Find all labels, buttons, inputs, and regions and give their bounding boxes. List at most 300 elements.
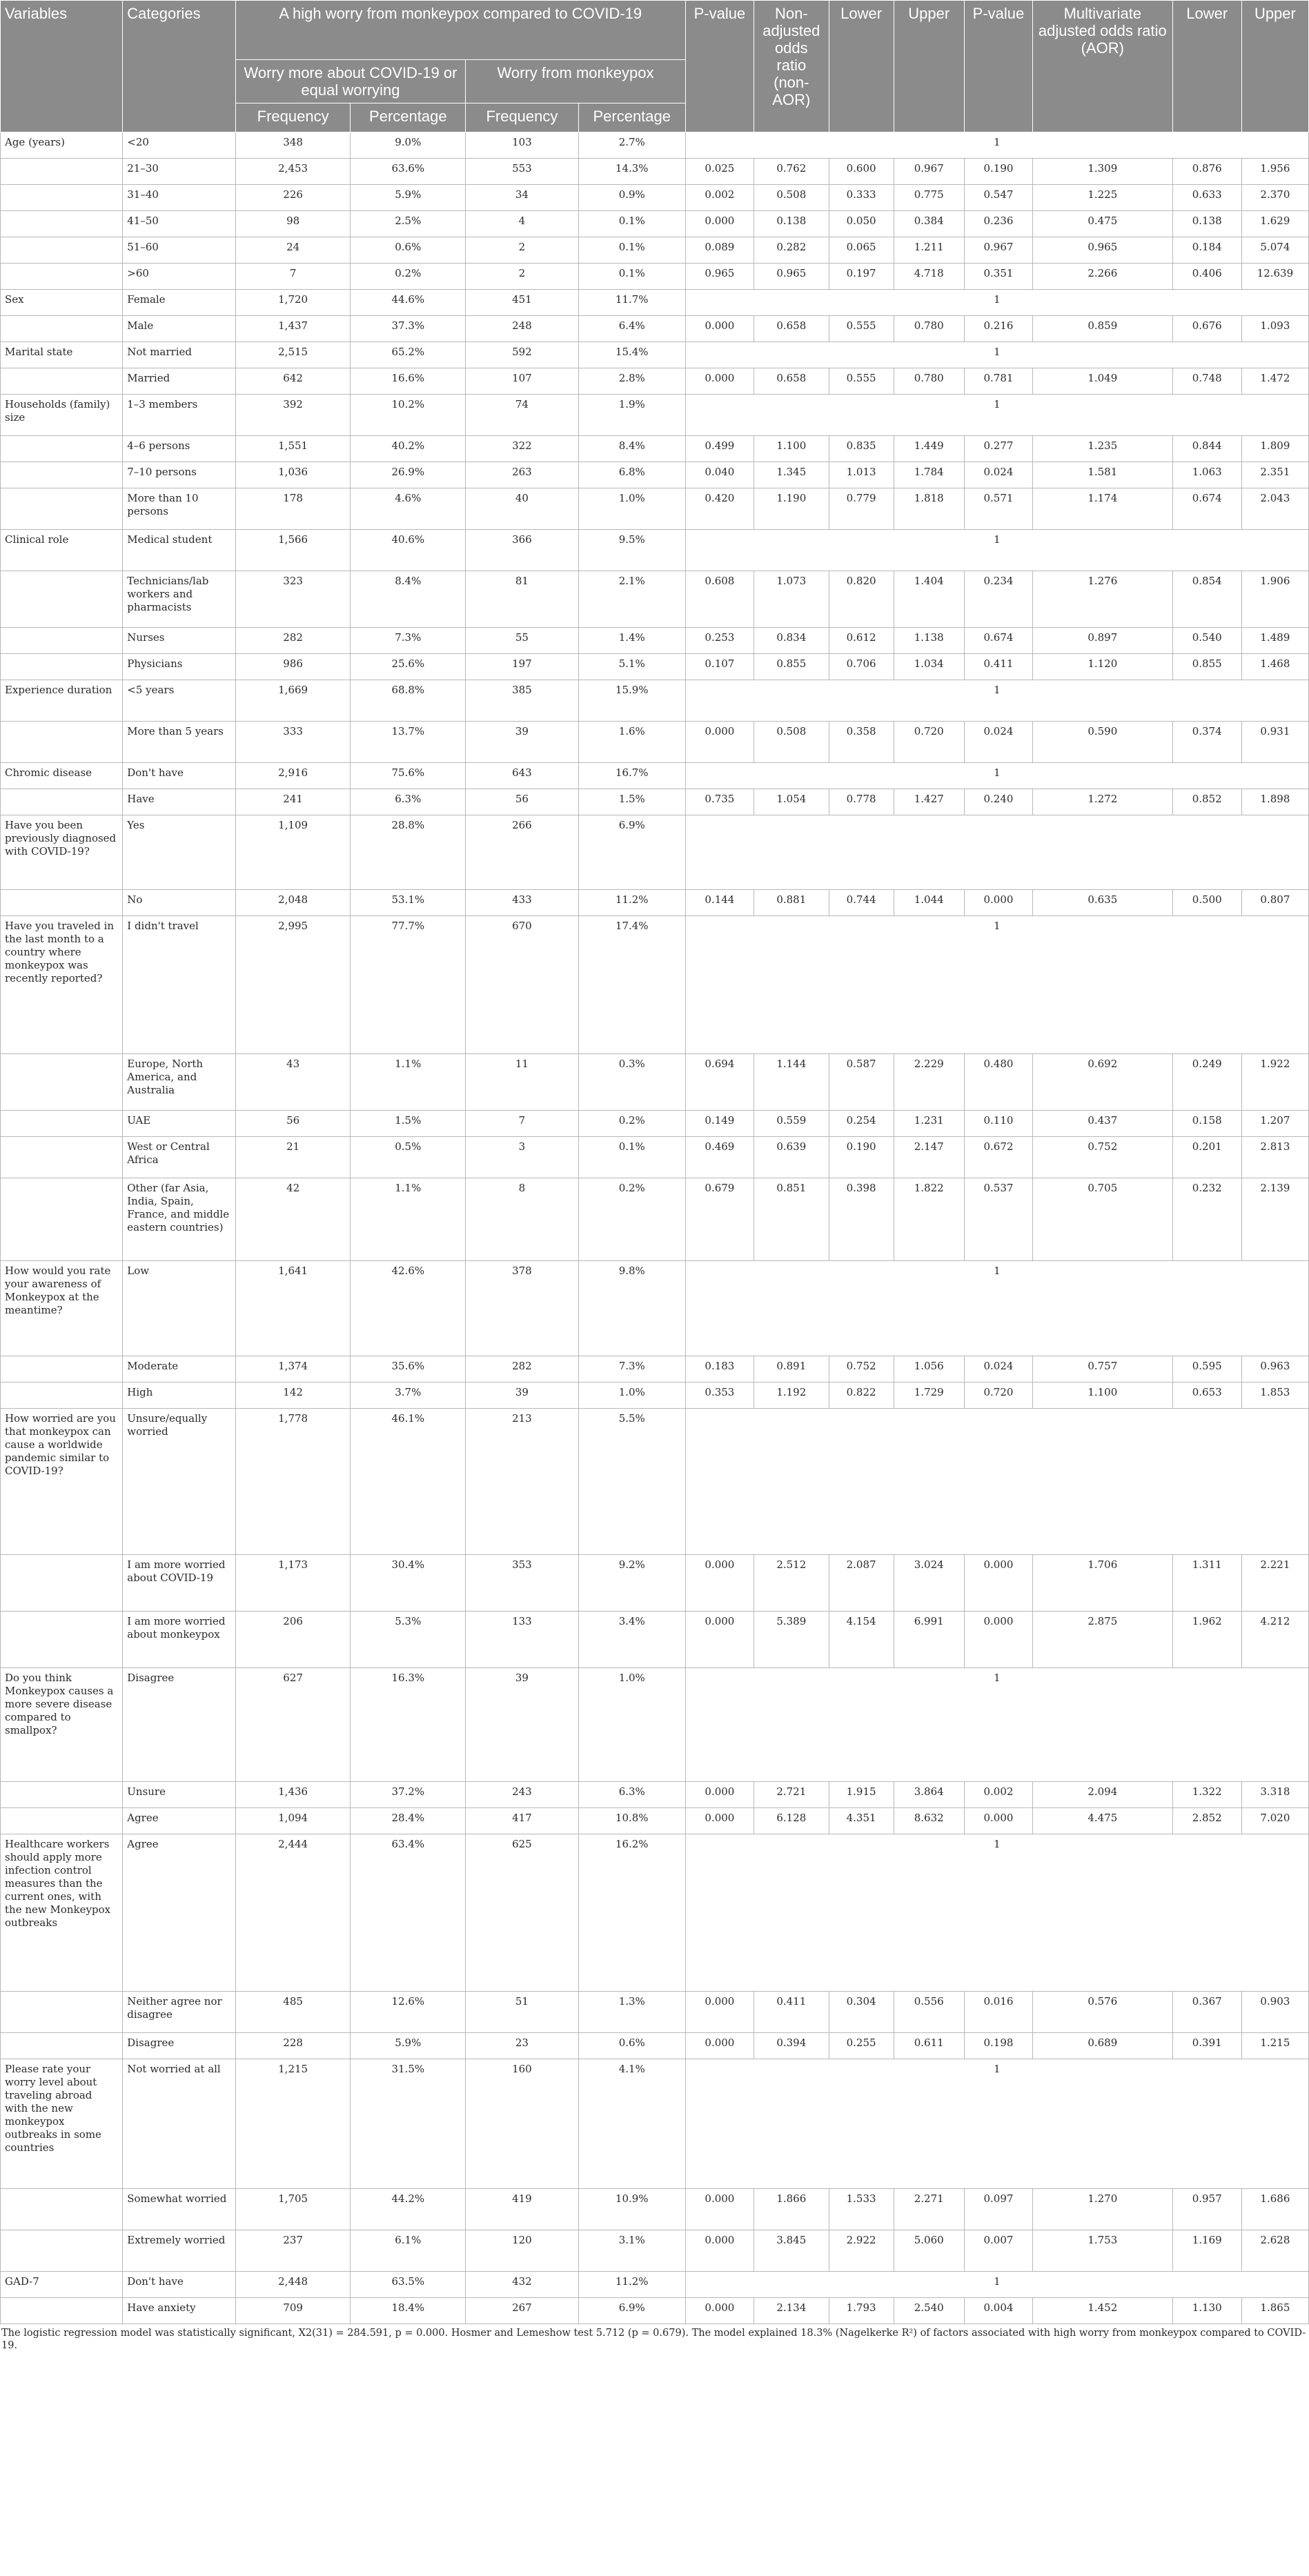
table-row [1,2059,1309,2189]
table-row [1,316,1309,342]
percentage-monkeypox-cell: 1.9% [578,395,685,436]
percentage-monkeypox-cell: 15.4% [578,342,685,368]
percentage-monkeypox-cell: 16.7% [578,763,685,789]
p-value-cell: 0.000 [685,211,754,237]
table-row [1,1137,1309,1178]
p-value-cell: 0.000 [685,1555,754,1612]
percentage-monkeypox-cell: 6.3% [578,1782,685,1808]
variable-cell [1,1555,123,1612]
percentage-monkeypox-cell: 5.1% [578,654,685,680]
header-percentage-covid: Percentage [351,103,466,132]
frequency-monkeypox-cell: 419 [466,2189,579,2230]
non-aor-cell: 0.411 [754,1992,829,2033]
percentage-covid-cell: 53.1% [351,890,466,916]
table-row [1,264,1309,290]
aor-cell: 0.437 [1033,1111,1173,1137]
frequency-monkeypox-cell: 160 [466,2059,579,2189]
frequency-covid-cell: 42 [235,1178,351,1261]
aor-cell: 1.174 [1033,488,1173,530]
p-value-cell: 0.965 [685,264,754,290]
lower-cell: 0.197 [829,264,894,290]
percentage-covid-cell: 63.5% [351,2272,466,2298]
table-row [1,2272,1309,2298]
table-row [1,628,1309,654]
table-row [1,1555,1309,1612]
aor-cell: 2.266 [1033,264,1173,290]
non-aor-cell: 0.965 [754,264,829,290]
aor-cell: 2.875 [1033,1612,1173,1668]
aor-cell: 0.897 [1033,628,1173,654]
variable-cell: Clinical role [1,530,123,571]
table-row [1,815,1309,890]
table-row [1,1782,1309,1808]
reference-cell [685,815,1308,890]
lower-cell: 0.706 [829,654,894,680]
percentage-monkeypox-cell: 6.4% [578,316,685,342]
upper-adjusted-cell: 1.207 [1241,1111,1308,1137]
lower-adjusted-cell: 0.633 [1172,185,1241,211]
aor-cell: 1.581 [1033,462,1173,488]
aor-cell: 1.276 [1033,571,1173,628]
percentage-monkeypox-cell: 16.2% [578,1834,685,1992]
percentage-covid-cell: 37.3% [351,316,466,342]
non-aor-cell: 1.054 [754,789,829,815]
upper-adjusted-cell: 7.020 [1241,1808,1308,1834]
p-value-cell: 0.420 [685,488,754,530]
non-aor-cell: 2.512 [754,1555,829,1612]
upper-cell: 3.024 [894,1555,964,1612]
p-value-cell: 0.000 [685,368,754,395]
upper-adjusted-cell: 2.221 [1241,1555,1308,1612]
header-categories: Categories [123,1,236,132]
frequency-covid-cell: 348 [235,132,351,159]
frequency-monkeypox-cell: 7 [466,1111,579,1137]
table-row [1,1054,1309,1111]
percentage-monkeypox-cell: 14.3% [578,159,685,185]
percentage-monkeypox-cell: 0.1% [578,1137,685,1178]
percentage-monkeypox-cell: 0.9% [578,185,685,211]
non-aor-cell: 0.282 [754,237,829,264]
aor-cell: 1.049 [1033,368,1173,395]
non-aor-cell: 0.658 [754,316,829,342]
upper-adjusted-cell: 1.922 [1241,1054,1308,1111]
category-cell: <20 [123,132,236,159]
frequency-covid-cell: 1,778 [235,1409,351,1555]
p-value-cell: 0.149 [685,1111,754,1137]
table-row [1,1178,1309,1261]
variable-cell [1,185,123,211]
table-row [1,916,1309,1054]
lower-adjusted-cell: 0.748 [1172,368,1241,395]
variable-cell [1,368,123,395]
upper-adjusted-cell: 2.813 [1241,1137,1308,1178]
upper-cell: 1.729 [894,1383,964,1409]
reference-cell: 1 [685,290,1308,316]
upper-adjusted-cell: 3.318 [1241,1782,1308,1808]
category-cell: Not married [123,342,236,368]
category-cell: Have [123,789,236,815]
lower-cell: 1.793 [829,2298,894,2324]
p-value-cell: 0.608 [685,571,754,628]
table-row [1,1111,1309,1137]
p-value-adjusted-cell: 0.277 [964,436,1032,462]
category-cell: 41–50 [123,211,236,237]
category-cell: Physicians [123,654,236,680]
frequency-covid-cell: 226 [235,185,351,211]
p-value-adjusted-cell: 0.234 [964,571,1032,628]
frequency-monkeypox-cell: 8 [466,1178,579,1261]
aor-cell: 0.965 [1033,237,1173,264]
lower-adjusted-cell: 0.500 [1172,890,1241,916]
variable-cell [1,722,123,763]
variable-cell [1,1111,123,1137]
lower-adjusted-cell: 0.374 [1172,722,1241,763]
p-value-adjusted-cell: 0.007 [964,2230,1032,2272]
frequency-covid-cell: 1,173 [235,1555,351,1612]
percentage-monkeypox-cell: 3.4% [578,1612,685,1668]
lower-cell: 0.835 [829,436,894,462]
upper-cell: 3.864 [894,1782,964,1808]
frequency-covid-cell: 98 [235,211,351,237]
lower-cell: 2.922 [829,2230,894,2272]
upper-cell: 5.060 [894,2230,964,2272]
p-value-cell: 0.253 [685,628,754,654]
percentage-covid-cell: 16.6% [351,368,466,395]
upper-cell: 1.427 [894,789,964,815]
percentage-covid-cell: 1.5% [351,1111,466,1137]
aor-cell: 1.272 [1033,789,1173,815]
frequency-covid-cell: 241 [235,789,351,815]
percentage-monkeypox-cell: 9.5% [578,530,685,571]
non-aor-cell: 0.508 [754,185,829,211]
p-value-cell: 0.000 [685,2033,754,2059]
table-row [1,211,1309,237]
frequency-monkeypox-cell: 432 [466,2272,579,2298]
p-value-cell: 0.353 [685,1383,754,1409]
frequency-monkeypox-cell: 4 [466,211,579,237]
frequency-monkeypox-cell: 553 [466,159,579,185]
upper-adjusted-cell: 2.628 [1241,2230,1308,2272]
upper-adjusted-cell: 1.686 [1241,2189,1308,2230]
upper-cell: 0.967 [894,159,964,185]
lower-adjusted-cell: 0.854 [1172,571,1241,628]
category-cell: I am more worried about COVID-19 [123,1555,236,1612]
upper-cell: 2.229 [894,1054,964,1111]
frequency-monkeypox-cell: 248 [466,316,579,342]
non-aor-cell: 1.345 [754,462,829,488]
p-value-adjusted-cell: 0.024 [964,722,1032,763]
category-cell: Disagree [123,2033,236,2059]
frequency-monkeypox-cell: 670 [466,916,579,1054]
lower-cell: 0.555 [829,316,894,342]
lower-adjusted-cell: 0.201 [1172,1137,1241,1178]
upper-cell: 8.632 [894,1808,964,1834]
table-row [1,2033,1309,2059]
p-value-cell: 0.000 [685,2230,754,2272]
percentage-covid-cell: 44.2% [351,2189,466,2230]
table-body [1,132,1309,2324]
non-aor-cell: 6.128 [754,1808,829,1834]
frequency-monkeypox-cell: 197 [466,654,579,680]
percentage-monkeypox-cell: 0.1% [578,211,685,237]
p-value-cell: 0.469 [685,1137,754,1178]
lower-adjusted-cell: 0.249 [1172,1054,1241,1111]
header-p-value-adjusted: P-value [964,1,1032,132]
header-upper-adjusted: Upper [1241,1,1308,132]
aor-cell: 0.859 [1033,316,1173,342]
table-row [1,2230,1309,2272]
non-aor-cell: 3.845 [754,2230,829,2272]
lower-cell: 0.333 [829,185,894,211]
p-value-cell: 0.000 [685,1612,754,1668]
percentage-covid-cell: 26.9% [351,462,466,488]
percentage-covid-cell: 65.2% [351,342,466,368]
table-row [1,488,1309,530]
percentage-monkeypox-cell: 4.1% [578,2059,685,2189]
p-value-cell: 0.025 [685,159,754,185]
variable-cell [1,571,123,628]
percentage-monkeypox-cell: 2.1% [578,571,685,628]
percentage-covid-cell: 31.5% [351,2059,466,2189]
p-value-adjusted-cell: 0.672 [964,1137,1032,1178]
category-cell: West or Central Africa [123,1137,236,1178]
header-p-value: P-value [685,1,754,132]
percentage-covid-cell: 77.7% [351,916,466,1054]
lower-cell: 0.778 [829,789,894,815]
upper-adjusted-cell: 1.215 [1241,2033,1308,2059]
table-row [1,571,1309,628]
p-value-cell: 0.000 [685,1782,754,1808]
reference-cell: 1 [685,680,1308,722]
percentage-monkeypox-cell: 0.1% [578,264,685,290]
variable-cell: Have you been previously diagnosed with COVID-19? [1,815,123,890]
frequency-monkeypox-cell: 213 [466,1409,579,1555]
non-aor-cell: 1.100 [754,436,829,462]
lower-adjusted-cell: 0.391 [1172,2033,1241,2059]
frequency-covid-cell: 323 [235,571,351,628]
lower-cell: 0.190 [829,1137,894,1178]
variable-cell: Please rate your worry level about traveling abroad with the new monkeypox outbreaks in some countries [1,2059,123,2189]
variable-cell [1,237,123,264]
non-aor-cell: 0.762 [754,159,829,185]
table-row [1,342,1309,368]
percentage-monkeypox-cell: 10.9% [578,2189,685,2230]
p-value-cell: 0.000 [685,1808,754,1834]
frequency-monkeypox-cell: 34 [466,185,579,211]
lower-adjusted-cell: 1.130 [1172,2298,1241,2324]
variable-cell [1,2189,123,2230]
lower-cell: 1.533 [829,2189,894,2230]
p-value-cell: 0.735 [685,789,754,815]
table-row [1,2189,1309,2230]
percentage-covid-cell: 42.6% [351,1261,466,1356]
lower-adjusted-cell: 1.063 [1172,462,1241,488]
upper-cell: 1.784 [894,462,964,488]
frequency-monkeypox-cell: 592 [466,342,579,368]
frequency-monkeypox-cell: 39 [466,722,579,763]
percentage-covid-cell: 63.4% [351,1834,466,1992]
category-cell: Extremely worried [123,2230,236,2272]
category-cell: >60 [123,264,236,290]
percentage-monkeypox-cell: 0.2% [578,1178,685,1261]
category-cell: Unsure [123,1782,236,1808]
frequency-covid-cell: 206 [235,1612,351,1668]
variable-cell [1,1054,123,1111]
frequency-covid-cell: 392 [235,395,351,436]
percentage-monkeypox-cell: 2.7% [578,132,685,159]
non-aor-cell: 0.639 [754,1137,829,1178]
upper-cell: 2.540 [894,2298,964,2324]
upper-cell: 0.780 [894,368,964,395]
upper-cell: 1.231 [894,1111,964,1137]
p-value-cell: 0.000 [685,2189,754,2230]
category-cell: High [123,1383,236,1409]
aor-cell: 0.705 [1033,1178,1173,1261]
percentage-covid-cell: 25.6% [351,654,466,680]
frequency-monkeypox-cell: 353 [466,1555,579,1612]
lower-cell: 0.398 [829,1178,894,1261]
percentage-covid-cell: 75.6% [351,763,466,789]
frequency-monkeypox-cell: 3 [466,1137,579,1178]
variable-cell [1,1808,123,1834]
non-aor-cell: 1.190 [754,488,829,530]
frequency-covid-cell: 1,437 [235,316,351,342]
percentage-covid-cell: 37.2% [351,1782,466,1808]
category-cell: Neither agree nor disagree [123,1992,236,2033]
reference-cell: 1 [685,1668,1308,1782]
upper-cell: 1.056 [894,1356,964,1383]
lower-cell: 0.779 [829,488,894,530]
upper-cell: 6.991 [894,1612,964,1668]
category-cell: 1–3 members [123,395,236,436]
category-cell: Don't have [123,763,236,789]
category-cell: 7–10 persons [123,462,236,488]
p-value-adjusted-cell: 0.110 [964,1111,1032,1137]
p-value-adjusted-cell: 0.000 [964,890,1032,916]
upper-cell: 2.271 [894,2189,964,2230]
frequency-covid-cell: 986 [235,654,351,680]
p-value-adjusted-cell: 0.097 [964,2189,1032,2230]
frequency-monkeypox-cell: 107 [466,368,579,395]
lower-cell: 0.744 [829,890,894,916]
percentage-monkeypox-cell: 1.0% [578,1383,685,1409]
lower-cell: 0.587 [829,1054,894,1111]
table-header [1,1,1309,132]
percentage-monkeypox-cell: 8.4% [578,436,685,462]
lower-adjusted-cell: 0.653 [1172,1383,1241,1409]
lower-cell: 0.600 [829,159,894,185]
frequency-monkeypox-cell: 451 [466,290,579,316]
non-aor-cell: 5.389 [754,1612,829,1668]
reference-cell: 1 [685,395,1308,436]
category-cell: Somewhat worried [123,2189,236,2230]
percentage-covid-cell: 2.5% [351,211,466,237]
frequency-covid-cell: 1,720 [235,290,351,316]
category-cell: I didn't travel [123,916,236,1054]
header-percentage-monkeypox: Percentage [578,103,685,132]
percentage-monkeypox-cell: 1.0% [578,1668,685,1782]
variable-cell: Have you traveled in the last month to a country where monkeypox was recently reported? [1,916,123,1054]
variable-cell [1,316,123,342]
percentage-covid-cell: 63.6% [351,159,466,185]
frequency-monkeypox-cell: 39 [466,1383,579,1409]
lower-cell: 4.154 [829,1612,894,1668]
percentage-monkeypox-cell: 0.1% [578,237,685,264]
table-row [1,763,1309,789]
percentage-covid-cell: 1.1% [351,1178,466,1261]
lower-cell: 0.555 [829,368,894,395]
aor-cell: 0.475 [1033,211,1173,237]
percentage-monkeypox-cell: 11.2% [578,890,685,916]
lower-adjusted-cell: 1.169 [1172,2230,1241,2272]
percentage-covid-cell: 16.3% [351,1668,466,1782]
reference-cell: 1 [685,132,1308,159]
variable-cell [1,628,123,654]
category-cell: Female [123,290,236,316]
p-value-adjusted-cell: 0.000 [964,1612,1032,1668]
frequency-monkeypox-cell: 39 [466,1668,579,1782]
frequency-covid-cell: 627 [235,1668,351,1782]
percentage-monkeypox-cell: 6.9% [578,2298,685,2324]
category-cell: Married [123,368,236,395]
upper-cell: 1.044 [894,890,964,916]
table-row [1,680,1309,722]
p-value-cell: 0.089 [685,237,754,264]
frequency-monkeypox-cell: 40 [466,488,579,530]
p-value-adjusted-cell: 0.000 [964,1555,1032,1612]
lower-cell: 0.358 [829,722,894,763]
reference-cell [685,1409,1308,1555]
p-value-adjusted-cell: 0.480 [964,1054,1032,1111]
p-value-adjusted-cell: 0.547 [964,185,1032,211]
frequency-covid-cell: 2,916 [235,763,351,789]
frequency-covid-cell: 1,705 [235,2189,351,2230]
table-row [1,722,1309,763]
percentage-covid-cell: 0.6% [351,237,466,264]
p-value-cell: 0.679 [685,1178,754,1261]
frequency-covid-cell: 142 [235,1383,351,1409]
frequency-covid-cell: 43 [235,1054,351,1111]
frequency-monkeypox-cell: 51 [466,1992,579,2033]
frequency-monkeypox-cell: 385 [466,680,579,722]
percentage-covid-cell: 5.9% [351,185,466,211]
frequency-monkeypox-cell: 74 [466,395,579,436]
aor-cell: 0.692 [1033,1054,1173,1111]
upper-adjusted-cell: 1.629 [1241,211,1308,237]
p-value-adjusted-cell: 0.781 [964,368,1032,395]
variable-cell: Marital state [1,342,123,368]
percentage-monkeypox-cell: 11.2% [578,2272,685,2298]
lower-cell: 0.255 [829,2033,894,2059]
non-aor-cell: 1.144 [754,1054,829,1111]
percentage-covid-cell: 18.4% [351,2298,466,2324]
category-cell: Technicians/lab workers and pharmacists [123,571,236,628]
table-row [1,368,1309,395]
p-value-adjusted-cell: 0.198 [964,2033,1032,2059]
table-row [1,1409,1309,1555]
variable-cell: Healthcare workers should apply more infection control measures than the current ones, with the new Monkeypox outbreaks [1,1834,123,1992]
p-value-adjusted-cell: 0.236 [964,211,1032,237]
upper-adjusted-cell: 1.906 [1241,571,1308,628]
frequency-covid-cell: 24 [235,237,351,264]
p-value-cell: 0.002 [685,185,754,211]
frequency-monkeypox-cell: 2 [466,237,579,264]
lower-adjusted-cell: 0.232 [1172,1178,1241,1261]
header-group-title: A high worry from monkeypox compared to COVID-19 [235,1,685,60]
reference-cell: 1 [685,916,1308,1054]
upper-cell: 0.775 [894,185,964,211]
table-row [1,2298,1309,2324]
